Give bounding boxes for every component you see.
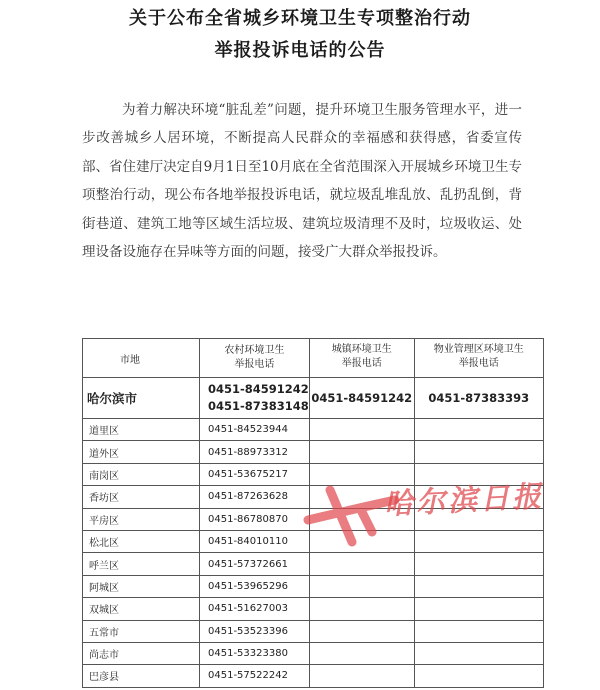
table-row [83, 575, 544, 597]
cell-urban-phone [309, 598, 414, 620]
table-row [83, 620, 544, 642]
cell-rural-phone: 0451-53675217 [200, 463, 310, 485]
table-row [83, 642, 544, 664]
header-rural [200, 339, 310, 378]
table-header-row [83, 339, 544, 378]
cell-district: 呼兰区 [83, 553, 200, 575]
header-city: 市地 [83, 339, 200, 378]
cell-district: 五常市 [83, 620, 200, 642]
notice-title-line1: 关于公布全省城乡环境卫生专项整治行动 [129, 8, 471, 29]
cell-property-phone [414, 419, 543, 441]
cell-district: 道里区 [83, 419, 200, 441]
cell-urban-phone [309, 665, 414, 687]
table-row [83, 665, 544, 687]
header-property [414, 339, 543, 378]
cell-rural-phone: 0451-53523396 [200, 620, 310, 642]
cell-property-phone [414, 665, 543, 687]
header-rural-line1: 农村环境卫生 [224, 345, 285, 356]
cell-property-phone [414, 620, 543, 642]
cell-rural-phone: 0451-84010110 [200, 530, 310, 552]
table-row-harbin [83, 378, 544, 419]
cell-district: 尚志市 [83, 642, 200, 664]
table-row [83, 419, 544, 441]
header-rural-line2: 举报电话 [234, 359, 275, 370]
cell-rural-phone: 0451-53965296 [200, 575, 310, 597]
cell-rural-phone: 0451-87263628 [200, 486, 310, 508]
harbin-rural-phone-2: 0451-87383148 [208, 399, 309, 413]
cell-urban-harbin: 0451-84591242 [309, 378, 414, 419]
harbin-rural-phone-1: 0451-84591242 [208, 382, 309, 396]
watermark-text: 哈尔滨日报 [383, 478, 545, 522]
cell-district: 双城区 [83, 598, 200, 620]
notice-title-line2: 举报投诉电话的公告 [214, 40, 386, 61]
watermark-stroke-3 [360, 508, 372, 532]
cell-rural-phone: 0451-86780870 [200, 508, 310, 530]
cell-rural-harbin [200, 378, 310, 419]
header-property-line1: 物业管理区环境卫生 [433, 344, 524, 355]
cell-rural-phone: 0451-53323380 [200, 642, 310, 664]
cell-urban-phone [309, 620, 414, 642]
cell-district: 道外区 [83, 441, 200, 463]
cell-urban-phone [309, 419, 414, 441]
cell-district: 松北区 [83, 530, 200, 552]
cell-property-phone [414, 441, 543, 463]
table-row [83, 441, 544, 463]
cell-rural-phone: 0451-51627003 [200, 598, 310, 620]
table-row [83, 598, 544, 620]
cell-property-phone [414, 575, 543, 597]
cell-rural-phone: 0451-57372661 [200, 553, 310, 575]
cell-urban-phone [309, 642, 414, 664]
cell-urban-phone [309, 441, 414, 463]
cell-city-harbin: 哈尔滨市 [83, 378, 200, 419]
cell-urban-phone [309, 575, 414, 597]
header-urban [309, 339, 414, 378]
notice-paragraph: 为着力解决环境“脏乱差”问题，提升环境卫生服务管理水平，进一步改善城乡人居环境，不断提高人民群众的幸福感和获得感，省委宣传部、省住建厅决定自9月1日至10月底在全省范围深入开展城乡环境卫生专项整治行动，现公布各地举报投诉电话，就垃圾乱堆乱放、乱扔乱倒，背街巷道、建筑工地等区域生活垃圾、建筑垃圾清理不及时，垃圾收运、处理设备设施存在异味等方面的问题，接受广大群众举报投诉。 [82, 102, 522, 261]
watermark-stroke-2 [308, 500, 395, 520]
cell-property-phone [414, 642, 543, 664]
cell-district: 阿城区 [83, 575, 200, 597]
cell-rural-phone: 0451-57522242 [200, 665, 310, 687]
cell-property-harbin: 0451-87383393 [414, 378, 543, 419]
cell-rural-phone: 0451-84523944 [200, 419, 310, 441]
header-property-line2: 举报电话 [458, 358, 499, 369]
header-urban-line1: 城镇环境卫生 [331, 344, 392, 355]
header-urban-line2: 举报电话 [341, 358, 382, 369]
cell-rural-phone: 0451-88973312 [200, 441, 310, 463]
cell-district: 香坊区 [83, 486, 200, 508]
cell-property-phone [414, 598, 543, 620]
cell-district: 南岗区 [83, 463, 200, 485]
cell-district: 平房区 [83, 508, 200, 530]
cell-district: 巴彦县 [83, 665, 200, 687]
